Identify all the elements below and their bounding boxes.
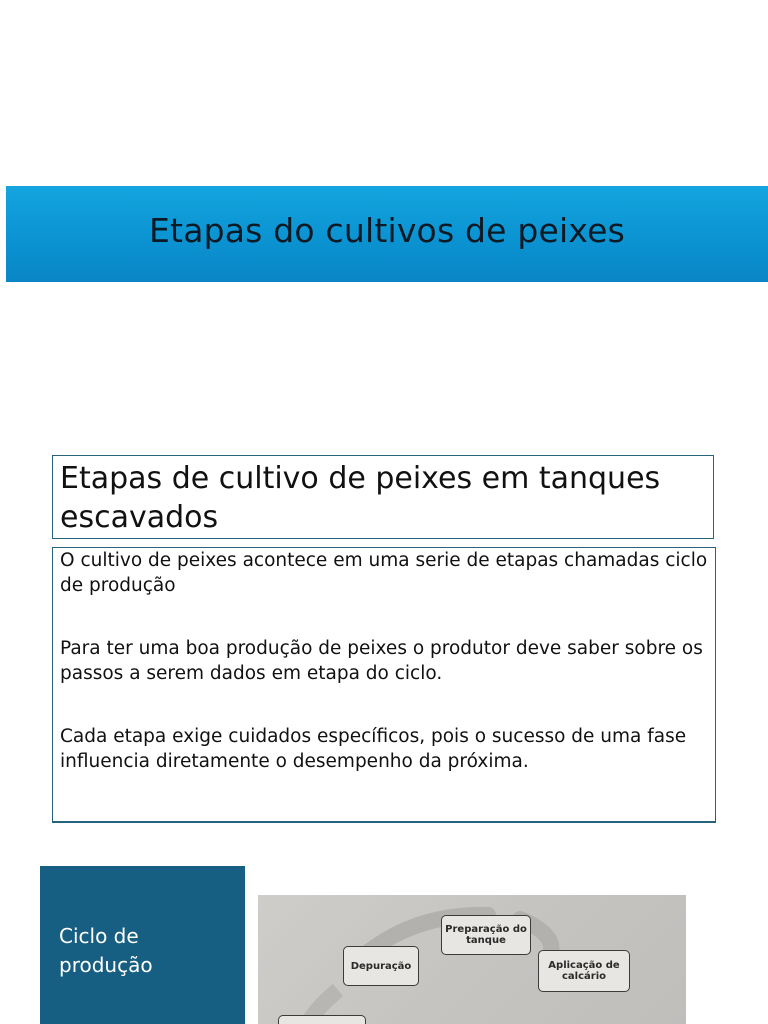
node-preparacao-tanque: Preparação do tanque — [441, 915, 531, 955]
node-partial-lower — [278, 1015, 366, 1024]
page-title: Etapas do cultivos de peixes — [149, 210, 625, 250]
cycle-label: Ciclo de produção — [59, 924, 153, 977]
header-banner — [6, 186, 768, 282]
node-aplicacao-calcario: Aplicação de calcário — [538, 950, 630, 992]
paragraph-2: Para ter uma boa produção de peixes o produtor deve saber sobre os passos a serem dados em etapa do ciclo. — [60, 638, 703, 684]
section-title: Etapas de cultivo de peixes em tanques escavados — [60, 461, 661, 535]
section-title-box — [52, 455, 714, 539]
node-depuracao: Depuração — [343, 946, 419, 986]
section-body-box — [52, 547, 716, 823]
cycle-diagram-photo — [258, 895, 686, 1024]
paragraph-1: O cultivo de peixes acontece em uma serie de etapas chamadas ciclo de produção — [60, 550, 708, 596]
cycle-label-panel — [40, 866, 245, 1024]
paragraph-3: Cada etapa exige cuidados específicos, pois o sucesso de uma fase influencia diretamente o desempenho da próxima. — [60, 726, 687, 772]
